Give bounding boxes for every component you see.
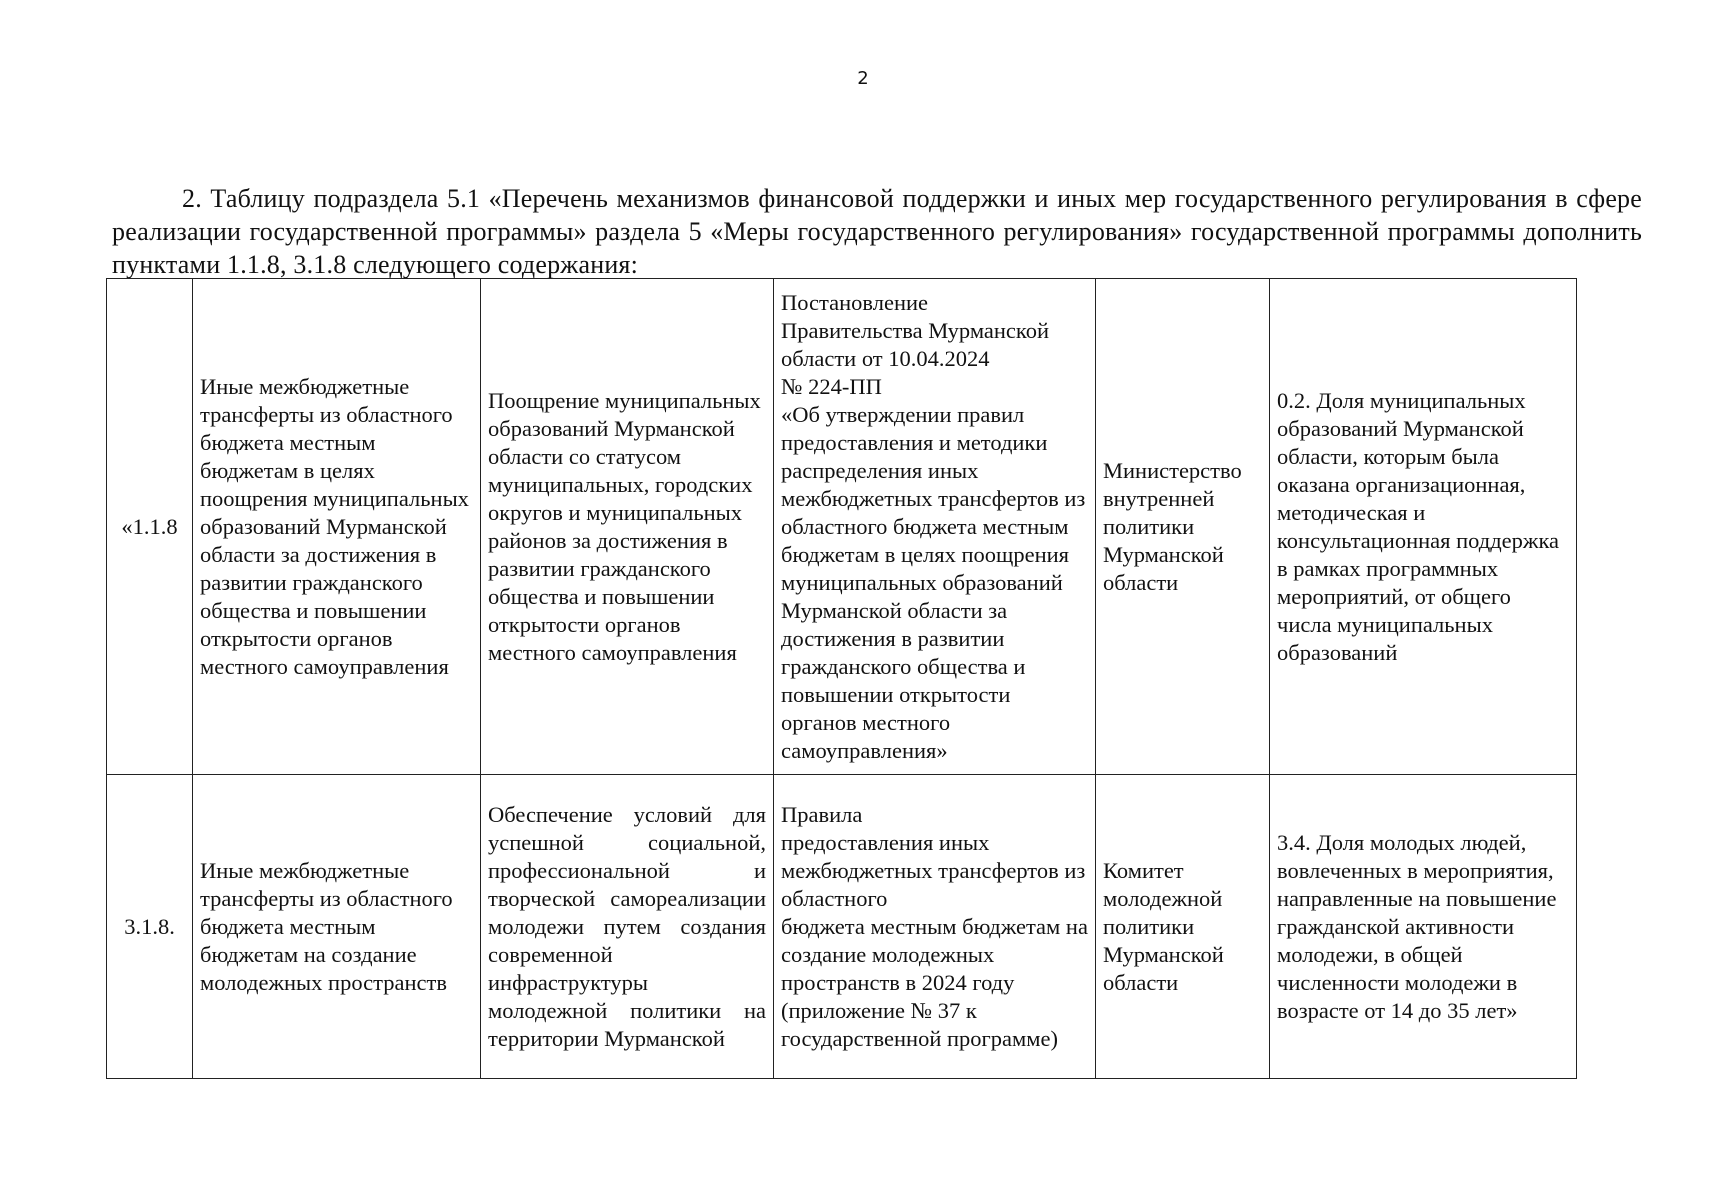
- legal-act-line: предоставления иных межбюджетных трансфертов из областного: [781, 829, 1086, 911]
- responsible-cell: Министерство внутренней политики Мурманской области: [1096, 279, 1270, 775]
- goal-cell: Поощрение муниципальных образований Мурманской области со статусом муниципальных, городских округов и муниципальных районов за достижения в развитии гражданского общества и повышении открытости органов местного самоуправления: [481, 279, 774, 775]
- legal-act-line: № 224-ПП: [781, 373, 882, 399]
- row-number-cell: «1.1.8: [107, 279, 193, 775]
- instrument-name-cell: Иные межбюджетные трансферты из областного бюджета местным бюджетам на создание молодежных пространств: [193, 775, 481, 1079]
- legal-act-line: Правительства Мурманской: [781, 317, 1050, 343]
- page-number: 2: [857, 68, 869, 89]
- legal-act-line: Постановление: [781, 289, 929, 315]
- legal-act-line: «Об утверждении правил предоставления и методики распределения иных межбюджетных трансфертов из областного бюджета местным бюджетам в целях поощрения муниципальных образований Мурманской области за достижения в развитии гражданского общества и повышении открытости органов местного самоуправления»: [781, 401, 1086, 763]
- indicator-cell: 0.2. Доля муниципальных образований Мурманской области, которым была оказана организационная, методическая и консультационная поддержка в рамках программных мероприятий, от общего числа муниципальных образований: [1270, 279, 1577, 775]
- legal-act-line: области от 10.04.2024: [781, 345, 990, 371]
- intro-paragraph: 2. Таблицу подраздела 5.1 «Перечень механизмов финансовой поддержки и иных мер государственного регулирования в сфере реализации государственной программы» раздела 5 «Меры государственного регулирования» государственной программы дополнить пунктами 1.1.8, 3.1.8 следующего содержания:: [112, 184, 1642, 279]
- row-number-cell: 3.1.8.: [107, 775, 193, 1079]
- table-row: [107, 775, 1577, 1079]
- table-row: [107, 279, 1577, 775]
- goal-cell: Обеспечение условий для успешной социальной, профессиональной и творческой самореализации молодежи путем создания современной инфраструктуры молодежной политики на территории Мурманской: [481, 775, 774, 1079]
- measures-table: [106, 278, 1577, 1079]
- legal-act-line: Правила: [781, 801, 863, 827]
- legal-act-cell: [774, 279, 1096, 775]
- indicator-cell: 3.4. Доля молодых людей, вовлеченных в мероприятия, направленные на повышение гражданской активности молодежи, в общей численности молодежи в возрасте от 14 до 35 лет»: [1270, 775, 1577, 1079]
- instrument-name-cell: Иные межбюджетные трансферты из областного бюджета местным бюджетам в целях поощрения муниципальных образований Мурманской области за достижения в развитии гражданского общества и повышении открытости органов местного самоуправления: [193, 279, 481, 775]
- legal-act-cell: [774, 775, 1096, 1079]
- legal-act-line: бюджета местным бюджетам на создание молодежных пространств в 2024 году (приложение № 37 к государственной программе): [781, 913, 1088, 1051]
- responsible-cell: Комитет молодежной политики Мурманской области: [1096, 775, 1270, 1079]
